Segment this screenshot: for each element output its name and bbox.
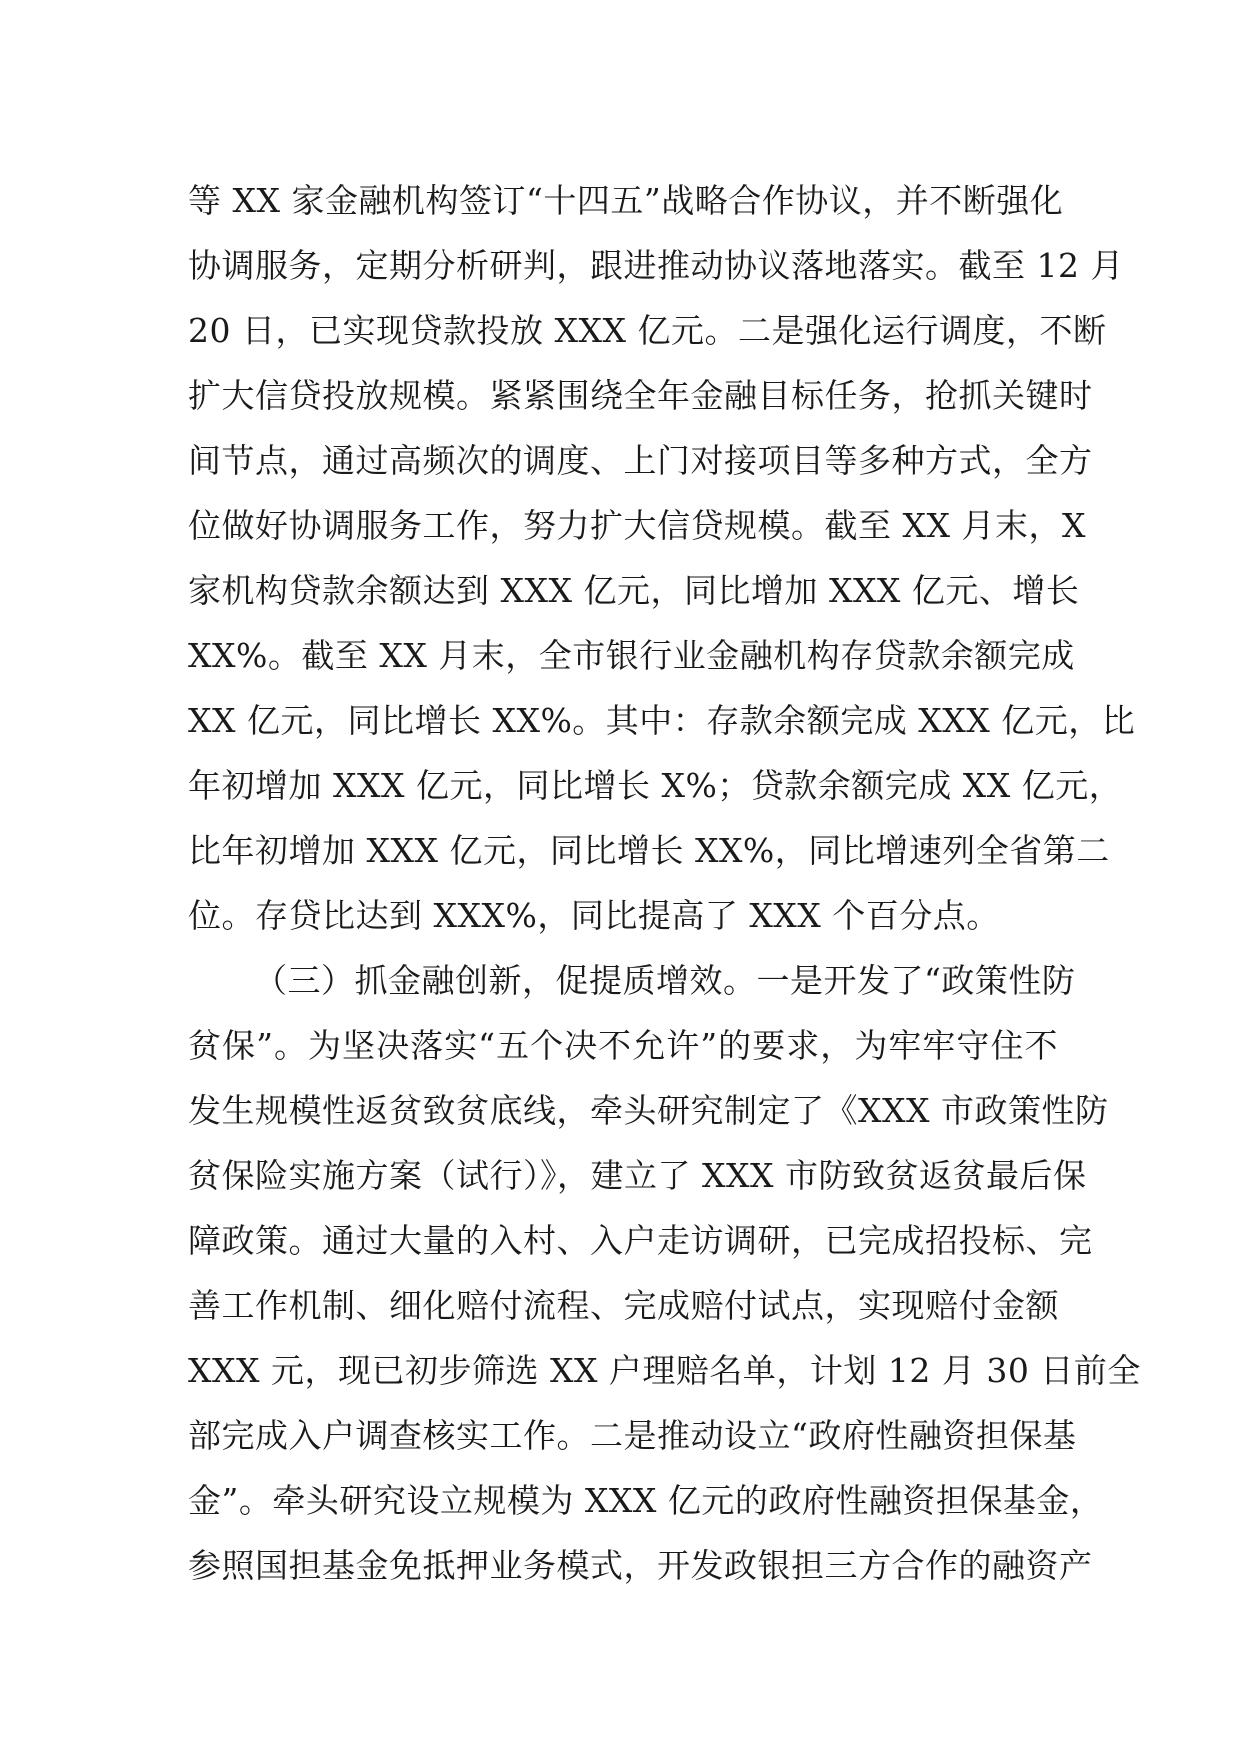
text-line: 间节点，通过高频次的调度、上门对接项目等多种方式，全方 — [188, 441, 1093, 480]
text-line: 参照国担基金免抵押业务模式，开发政银担三方合作的融资产 — [188, 1546, 1093, 1585]
document-body — [188, 168, 1141, 1598]
text-line: XX%。截至 XX 月末，全市银行业金融机构存贷款余额完成 — [188, 636, 1075, 675]
text-line: 障政策。通过大量的入村、入户走访调研，已完成招投标、完 — [188, 1221, 1093, 1260]
text-line: 贫保险实施方案（试行）》，建立了 XXX 市防致贫返贫最后保 — [188, 1156, 1087, 1195]
text-line: 协调服务，定期分析研判，跟进推动协议落地落实。截至 12 月 — [188, 246, 1124, 285]
text-line: 扩大信贷投放规模。紧紧围绕全年金融目标任务，抢抓关键时 — [188, 376, 1093, 415]
text-line: 等 XX 家金融机构签订“十四五”战略合作协议，并不断强化 — [188, 181, 1064, 220]
text-line: 年初增加 XXX 亿元，同比增长 X%；贷款余额完成 XX 亿元， — [188, 766, 1123, 805]
text-line: 金”。牵头研究设立规模为 XXX 亿元的政府性融资担保基金， — [188, 1481, 1104, 1520]
paragraph-end-line: 位。存贷比达到 XXX%，同比提高了 XXX 个百分点。 — [188, 896, 1000, 935]
text-line: 发生规模性返贫致贫底线，牵头研究制定了《XXX 市政策性防 — [188, 1091, 1109, 1130]
text-line: 家机构贷款余额达到 XXX 亿元，同比增加 XXX 亿元、增长 — [188, 571, 1080, 610]
text-line: 部完成入户调查核实工作。二是推动设立“政府性融资担保基 — [188, 1416, 1077, 1455]
text-line: XXX 元，现已初步筛选 XX 户理赔名单，计划 12 月 30 日前全 — [188, 1351, 1141, 1390]
text-line: 20 日，已实现贷款投放 XXX 亿元。二是强化运行调度，不断 — [188, 311, 1107, 350]
text-line: 贫保”。为坚决落实“五个决不允许”的要求，为牢牢守住不 — [188, 1026, 1058, 1065]
text-line: 位做好协调服务工作，努力扩大信贷规模。截至 XX 月末，X — [188, 506, 1086, 545]
section-heading-line: （三）抓金融创新，促提质增效。一是开发了“政策性防 — [254, 961, 1076, 1000]
text-line: 比年初增加 XXX 亿元，同比增长 XX%，同比增速列全省第二 — [188, 831, 1110, 870]
text-line: 善工作机制、细化赔付流程、完成赔付试点，实现赔付金额 — [188, 1286, 1059, 1325]
text-line: XX 亿元，同比增长 XX%。其中：存款余额完成 XXX 亿元，比 — [188, 701, 1136, 740]
